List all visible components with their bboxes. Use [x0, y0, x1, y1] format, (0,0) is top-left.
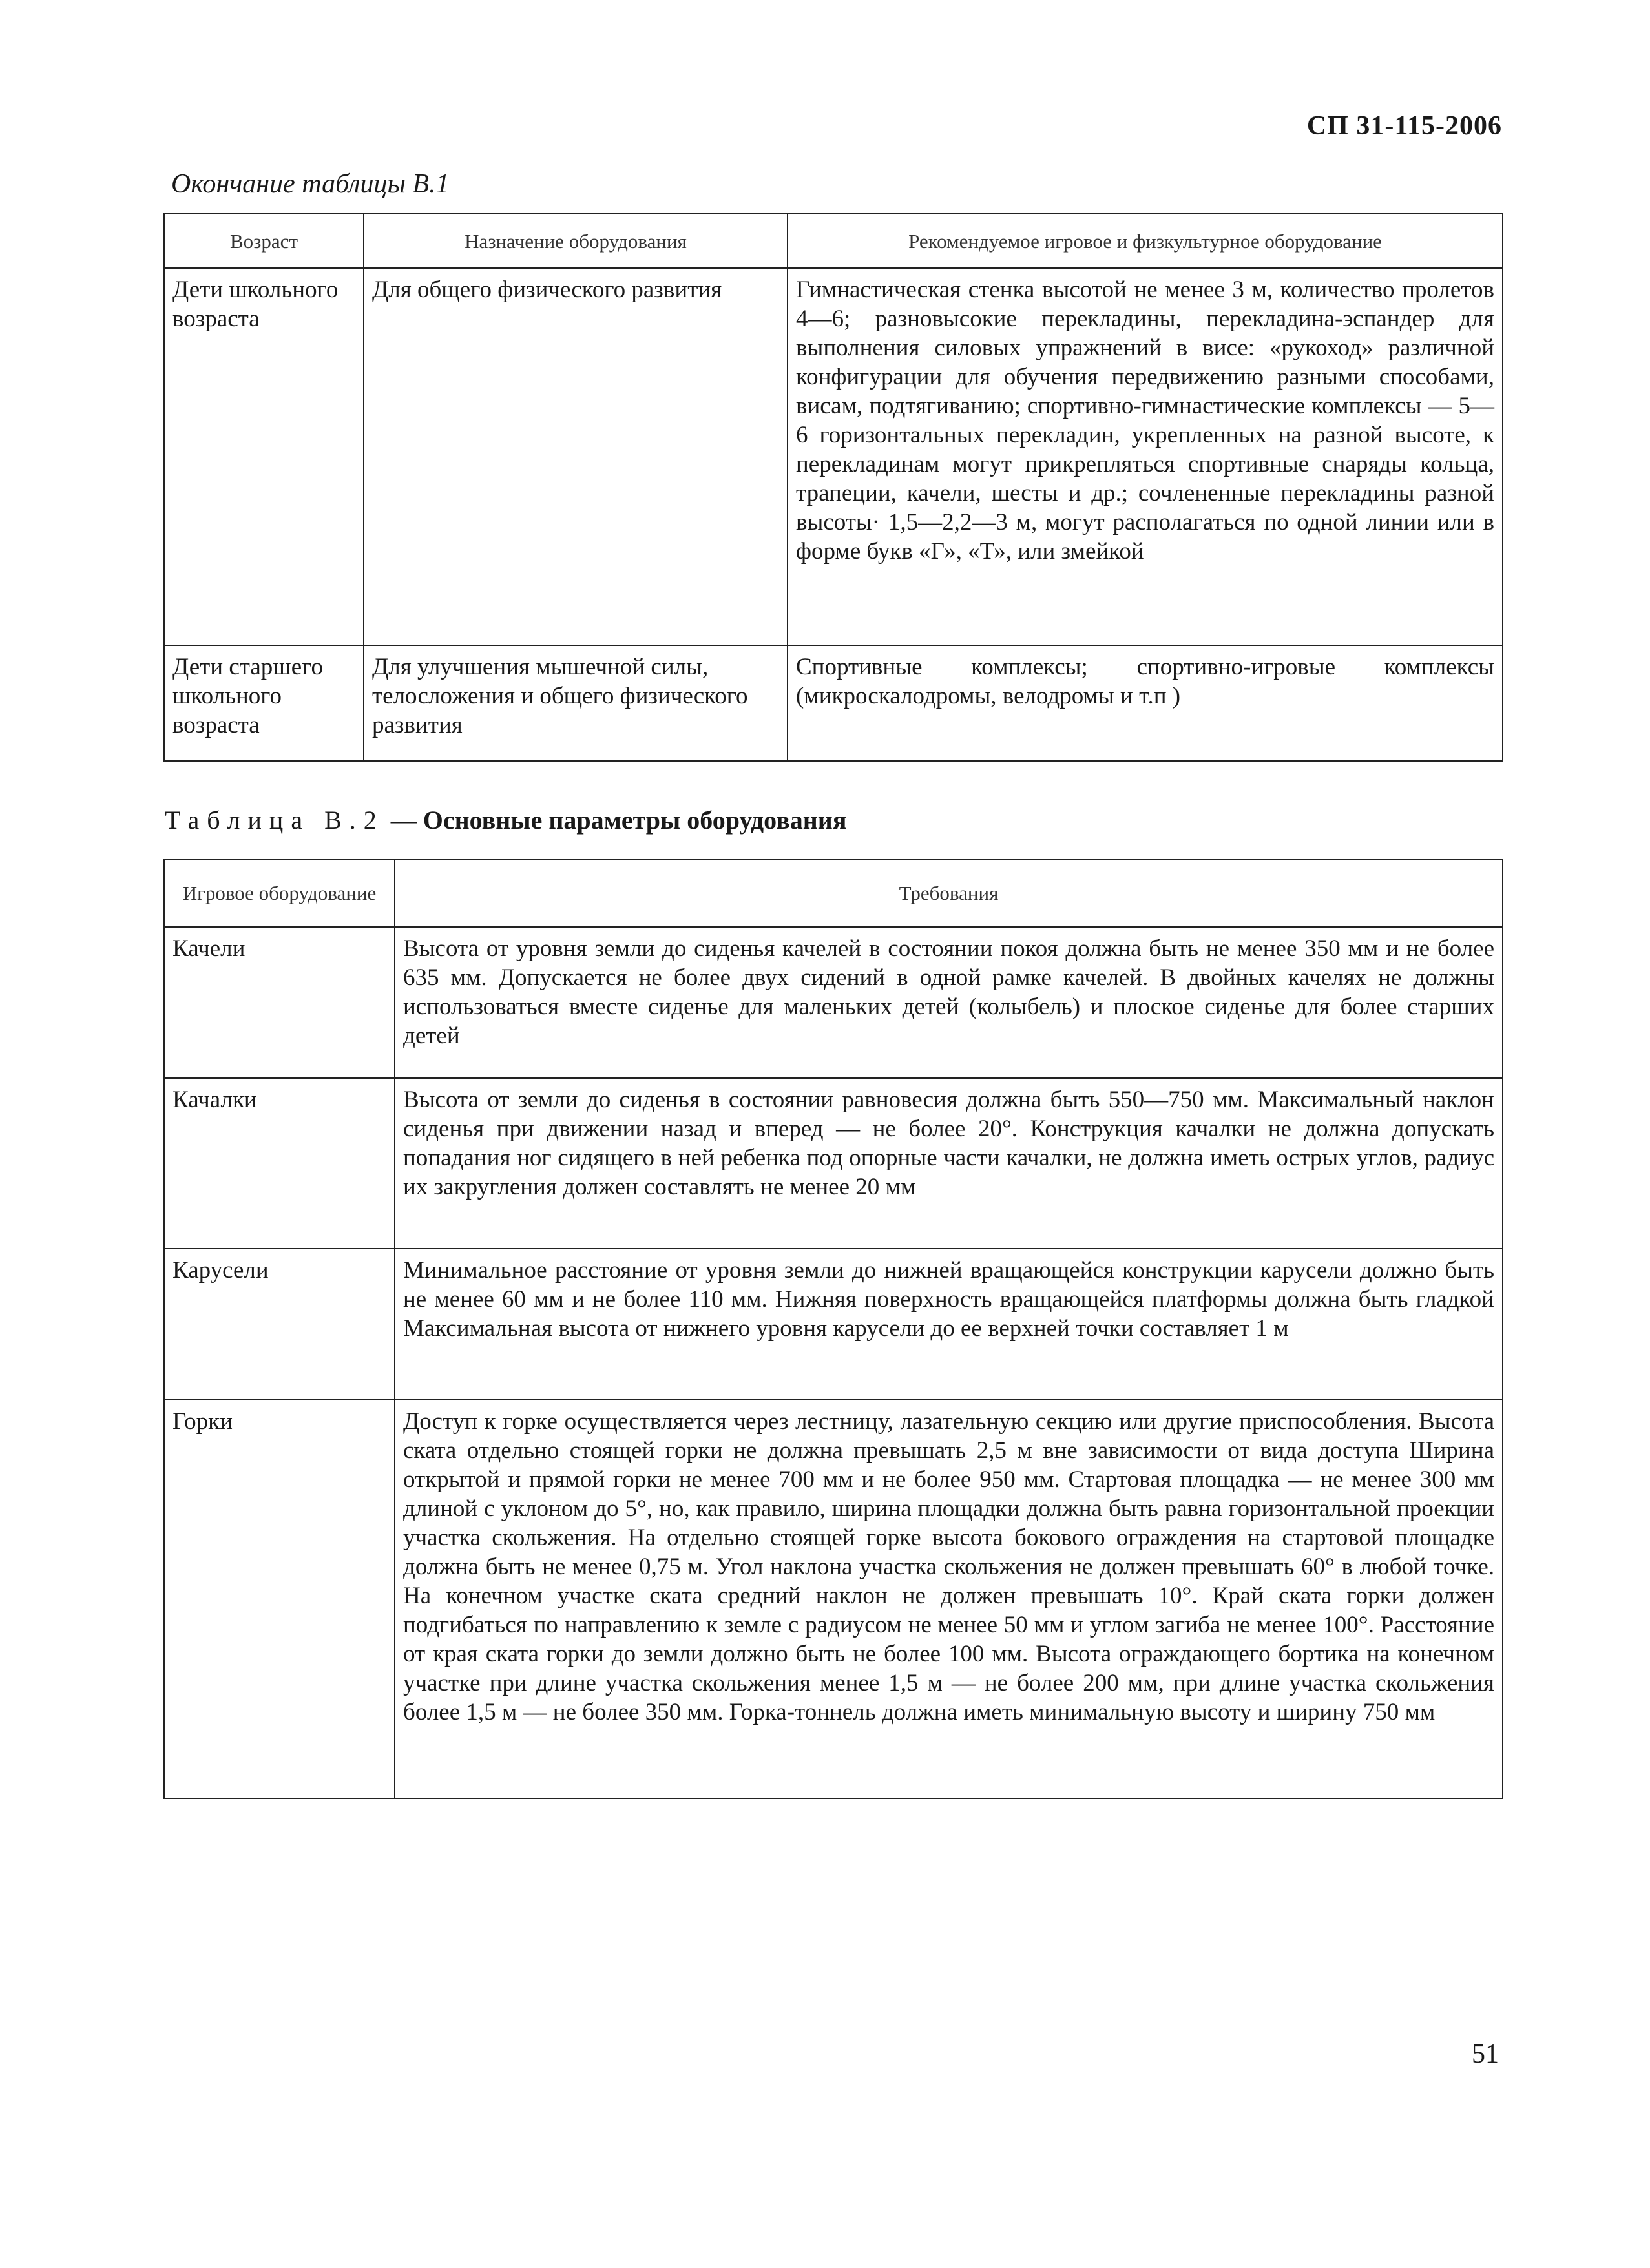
- requirements-cell: Высота от уровня земли до сиденья качелей в состоянии покоя должна быть не менее 350 мм и не более 635 мм. Допускается не более двух сидений в одной рамке качелей. В двойных качелях не должны использоваться вместе сиденье для маленьких детей (колыбель) и плоское сиденье для более старших детей: [395, 927, 1503, 1078]
- column-header-equipment: Рекомендуемое игровое и физкультурное оборудование: [788, 214, 1503, 268]
- table-row: [164, 268, 1503, 645]
- equipment-name-cell: Горки: [164, 1400, 395, 1798]
- age-cell: Дети школьного возраста: [164, 268, 364, 645]
- equipment-cell: Гимнастическая стенка высотой не менее 3 м, количество пролетов 4—6; разновысокие перекладины, перекладина-эспандер для выполнения силовых упражнений в висе: «рукоход» различной конфигурации для обучения передвижению разными способами, висам, подтягиванию; спортивно-гимнастические комплексы — 5—6 горизонтальных перекладин, укрепленных на разной высоте, к перекладинам могут прикрепляться спортивные снаряды кольца, трапеции, качели, шесты и др.; сочлененные перекладины разной высоты· 1,5—2,2—3 м, могут располагаться по одной линии или в форме букв «Г», «Т», или змейкой: [788, 268, 1503, 645]
- table-b2-caption: [165, 795, 846, 846]
- requirements-cell: Доступ к горке осуществляется через лестницу, лазательную секцию или другие приспособления. Высота ската отдельно стоящей горки не должна превышать 2,5 м вне зависимости от вида доступа Ширина открытой и прямой горки не менее 700 мм и не более 950 мм. Стартовая площадка — не менее 300 мм длиной с уклоном до 5°, но, как правило, ширина площадки должна быть равна горизонтальной проекции участка скольжения. На отдельно стоящей горке высота бокового ограждения на стартовой площадке должна быть не менее 0,75 м. Угол наклона участка скольжения не должен превышать 60° в любой точке. На конечном участке ската средний наклон не должен превышать 10°. Край ската горки должен подгибаться по направлению к земле с радиусом не менее 50 мм и углом загиба не менее 100°. Расстояние от края ската горки до земли должно быть не более 100 мм. Высота ограждающего бортика на конечном участке при длине участка скольжения менее 1,5 м — не более 200 мм, при длине участка скольжения более 1,5 м — не более 350 мм. Горка-тоннель должна иметь минимальную высоту и ширину 750 мм: [395, 1400, 1503, 1798]
- document-code: СП 31-115-2006: [1306, 111, 1502, 141]
- table-header-row: [164, 214, 1503, 268]
- table-b1: [163, 213, 1503, 762]
- age-cell: Дети старшего школьного возраста: [164, 645, 364, 761]
- table-b2-caption-title: Основные параметры оборудования: [423, 806, 847, 835]
- column-header-purpose: Назначение оборудования: [364, 214, 788, 268]
- requirements-cell: Минимальное расстояние от уровня земли до нижней вращающейся конструкции карусели должно быть не менее 60 мм и не более 110 мм. Нижняя поверхность вращающейся платформы должна быть гладкой Максимальная высота от нижнего уровня карусели до ее верхней точки составляет 1 м: [395, 1249, 1503, 1400]
- table-row: [164, 1249, 1503, 1400]
- column-header-age: Возраст: [164, 214, 364, 268]
- table-row: [164, 645, 1503, 761]
- equipment-name-cell: Качели: [164, 927, 395, 1078]
- table-b1-caption: Окончание таблицы В.1: [171, 169, 450, 199]
- column-header-requirements: Требования: [395, 860, 1503, 927]
- purpose-cell: Для улучшения мышечной силы, телосложения и общего физического развития: [364, 645, 788, 761]
- table-row: [164, 1400, 1503, 1798]
- table-b2-caption-prefix: Таблица В.2: [165, 806, 384, 835]
- column-header-equipment: Игровое оборудование: [164, 860, 395, 927]
- equipment-name-cell: Карусели: [164, 1249, 395, 1400]
- table-row: [164, 1078, 1503, 1249]
- table-b2-caption-dash: —: [390, 806, 417, 835]
- table-header-row: [164, 860, 1503, 927]
- page-number: 51: [1472, 2039, 1499, 2069]
- purpose-cell: Для общего физического развития: [364, 268, 788, 645]
- table-b2: [163, 859, 1503, 1799]
- table-row: [164, 927, 1503, 1078]
- equipment-name-cell: Качалки: [164, 1078, 395, 1249]
- requirements-cell: Высота от земли до сиденья в состоянии равновесия должна быть 550—750 мм. Максимальный наклон сиденья при движении назад и вперед — не более 20°. Конструкция качалки не должна допускать попадания ног сидящего в ней ребенка под опорные части качалки, не должна иметь острых углов, радиус их закругления должен составлять не менее 20 мм: [395, 1078, 1503, 1249]
- equipment-cell: Спортивные комплексы; спортивно-игровые комплексы (микроскалодромы, велодромы и т.п ): [788, 645, 1503, 761]
